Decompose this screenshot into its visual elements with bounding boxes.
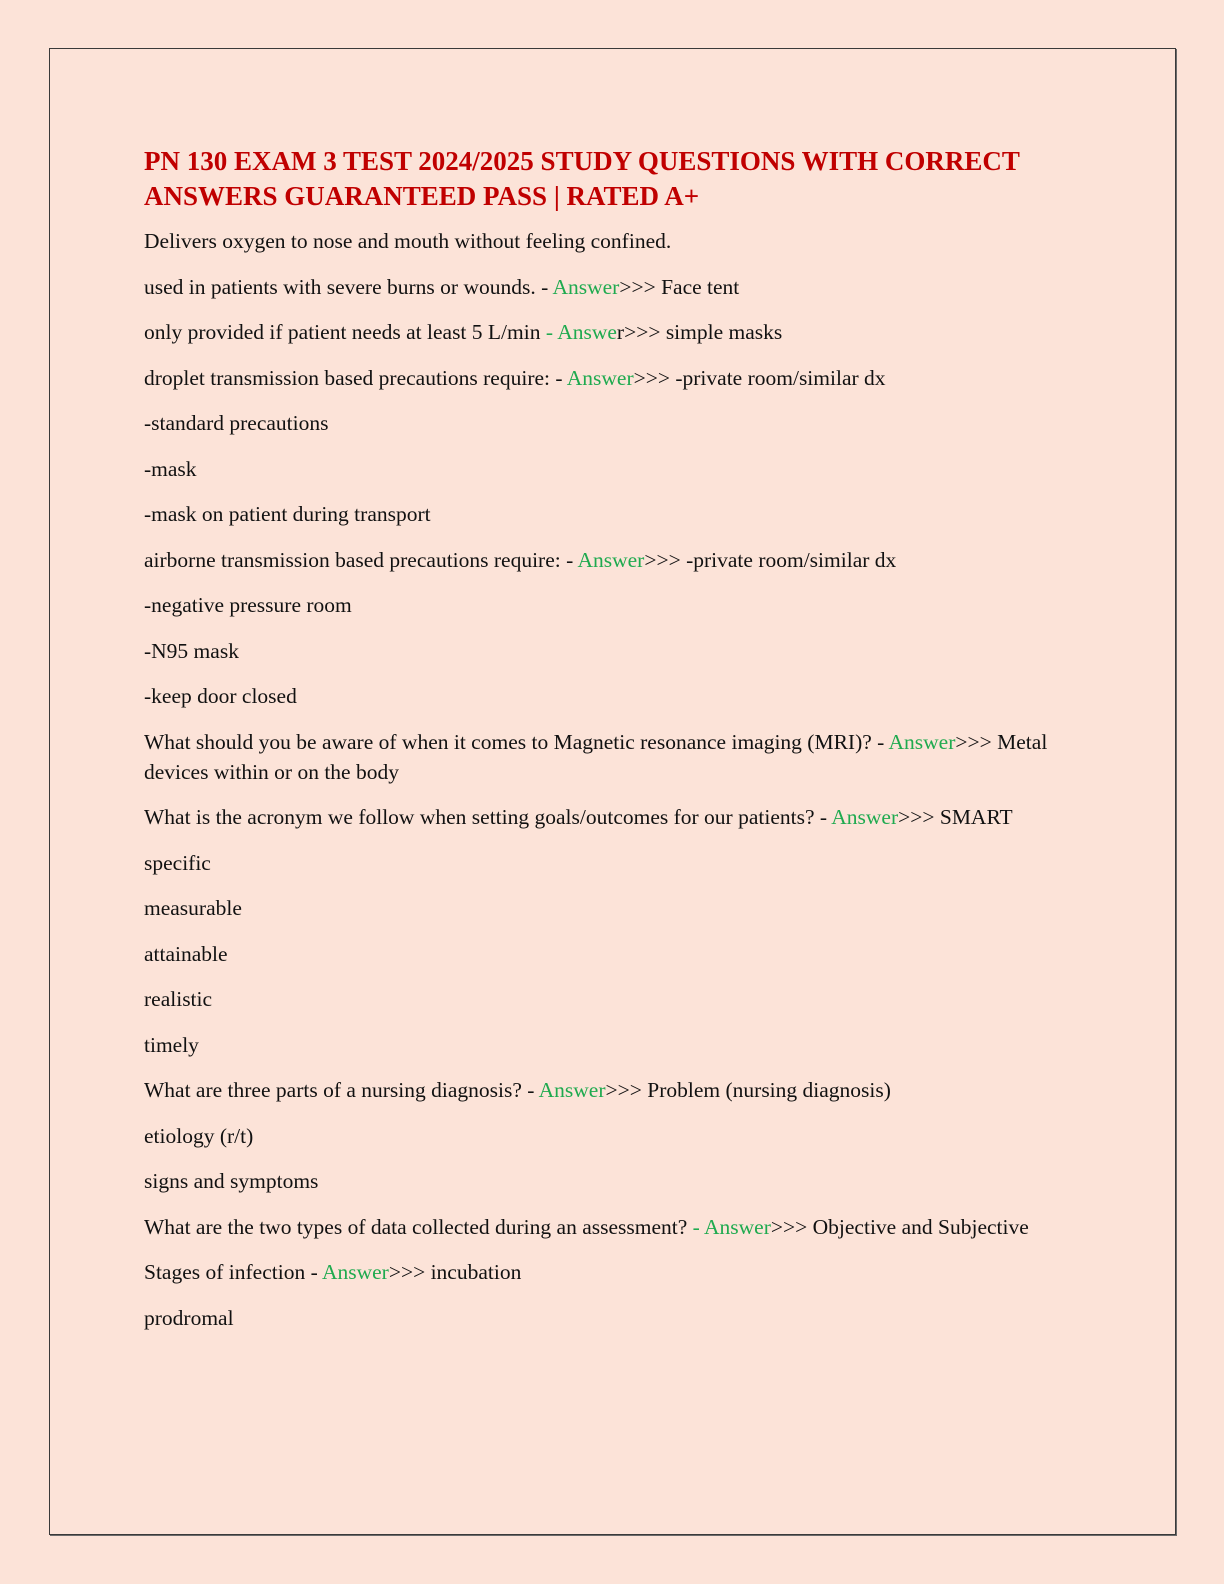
text-line [144,408,1074,438]
line-text: -negative pressure room [144,593,352,617]
line-text: timely [144,1032,199,1057]
text-line [144,984,1074,1014]
line-text: droplet transmission based precautions require: - [144,365,567,390]
answer-text: >>> -private room/similar dx [633,365,886,390]
line-text: prodromal [144,1305,234,1330]
text-line [144,363,1074,393]
answer-text: >>> Problem (nursing diagnosis) [605,1078,891,1102]
text-line [144,681,1074,711]
line-text: -mask on patient during transport [144,502,431,526]
line-text: airborne transmission based precautions require: - [144,547,578,572]
document-body [144,144,1074,1348]
document-title: PN 130 EXAM 3 TEST 2024/2025 STUDY QUESTIONS WITH CORRECT ANSWERS GUARANTEED PASS | RATED A+ [144,146,1020,211]
line-text: -mask [144,456,197,481]
line-text: Stages of infection - [144,1260,322,1284]
answer-text: >>> -private room/similar dx [644,547,897,572]
answer-label: Answer [566,365,634,390]
text-line [144,317,1074,347]
answer-label: Answer [321,1260,389,1284]
text-line [144,939,1074,969]
text-line [144,1075,1074,1105]
text-line [144,590,1074,620]
text-line [144,545,1074,575]
text-line [144,1257,1074,1287]
line-text: -N95 mask [144,638,239,663]
answer-label: Answer [888,729,956,754]
line-text: specific [144,850,211,875]
line-text: used in patients with severe burns or wounds. - [144,274,553,299]
text-line [144,636,1074,666]
text-line [144,272,1074,302]
answer-text: >>> Metal devices within or on the body [144,729,1048,784]
answer-label: Answer [552,274,620,299]
line-text: What should you be aware of when it comes to Magnetic resonance imaging (MRI)? - [144,729,889,754]
text-line [144,226,1074,256]
line-text: only provided if patient needs at least 5 L/min [144,320,546,344]
line-text: attainable [144,941,228,966]
line-text: What is the acronym we follow when setting goals/outcomes for our patients? - [144,805,832,829]
answer-text: >>> Objective and Subjective [770,1214,1029,1239]
text-line [144,1030,1074,1060]
answer-label: Answer [577,547,645,572]
text-line [144,499,1074,529]
answer-label: Answer [538,1078,606,1102]
line-text: etiology (r/t) [144,1123,254,1148]
line-text: What are the two types of data collected during an assessment? [144,1214,693,1239]
line-text: What are three parts of a nursing diagnosis? - [144,1078,539,1102]
text-line [144,1166,1074,1196]
text-line [144,893,1074,923]
text-line [144,1303,1074,1333]
answer-text: >>> Face tent [619,274,740,299]
answer-text: >>> incubation [388,1260,522,1284]
line-text: signs and symptoms [144,1169,319,1193]
text-line [144,1121,1074,1151]
line-text: Delivers oxygen to nose and mouth without feeling confined. [144,229,672,253]
text-line [144,848,1074,878]
answer-label: - Answer [692,1214,771,1239]
text-line [144,727,1074,787]
line-text: -standard precautions [144,411,329,435]
text-line [144,802,1074,832]
line-text: realistic [144,987,213,1011]
answer-label: Answer [831,805,899,829]
answer-text: r>>> simple masks [616,320,783,344]
line-text: -keep door closed [144,684,297,708]
answer-label: - Answe [545,320,617,344]
text-line [144,454,1074,484]
text-line [144,1212,1074,1242]
line-text: measurable [144,896,242,920]
answer-text: >>> SMART [898,805,1013,829]
